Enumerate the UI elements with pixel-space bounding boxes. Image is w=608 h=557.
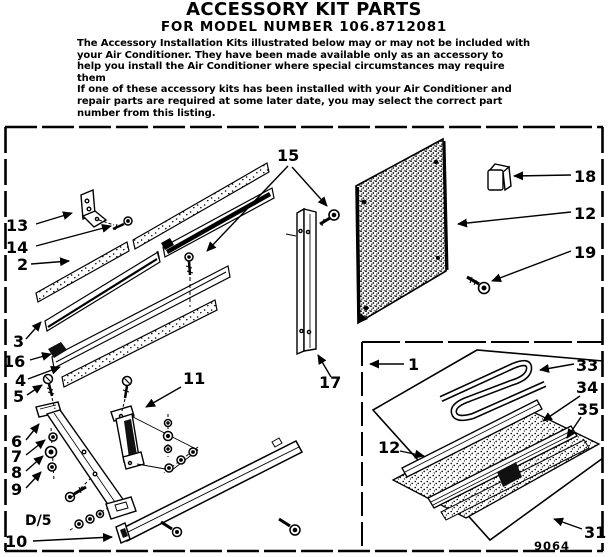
callout-8: 8 xyxy=(11,463,23,482)
lock-bracket xyxy=(111,406,144,469)
callout-18: 18 xyxy=(574,167,597,186)
panel-screw xyxy=(467,277,490,294)
intro-line: your Air Conditioner. They have been made available only as an accessory to xyxy=(77,49,504,61)
callout-33: 33 xyxy=(576,356,599,375)
bottom-bar xyxy=(116,438,302,543)
foot-washers xyxy=(70,508,108,530)
callout-7: 7 xyxy=(11,447,23,466)
nut-washer-stack xyxy=(46,428,58,481)
page-title: ACCESSORY KIT PARTS xyxy=(186,0,422,20)
intro-line: them xyxy=(77,72,106,84)
callout-11: 11 xyxy=(183,369,206,388)
bracket-screw xyxy=(113,217,132,230)
callout-14: 14 xyxy=(6,238,29,257)
intro-line: help you install the Air Conditioner where special circumstances may require xyxy=(77,61,505,73)
angle-bracket xyxy=(81,190,114,227)
callout-5: 5 xyxy=(13,387,25,406)
callout-10: 10 xyxy=(5,532,28,551)
carriage-bolt xyxy=(66,477,93,502)
callout-35: 35 xyxy=(577,400,600,419)
vertical-angle-bar xyxy=(286,209,316,354)
curtain-rail-top xyxy=(36,163,269,302)
seal-panel xyxy=(356,139,448,323)
callout-17: 17 xyxy=(319,373,342,392)
callout-13: 13 xyxy=(6,216,29,235)
intro-line: repair parts are required at some later date, you may select the correct part xyxy=(77,95,503,107)
callout-19: 19 xyxy=(574,243,597,262)
bar-screw xyxy=(320,210,339,226)
callout-31: 31 xyxy=(584,523,607,542)
callout-16: 16 xyxy=(3,352,26,371)
figure-code: 9064 xyxy=(534,539,571,553)
view-label: D/5 xyxy=(25,513,52,529)
callout-15: 15 xyxy=(277,146,300,165)
foam-block xyxy=(488,164,511,190)
callout-12-inset: 12 xyxy=(378,438,401,457)
intro-line: If one of these accessory kits has been installed with your Air Conditioner and xyxy=(77,84,512,96)
callout-3: 3 xyxy=(13,332,25,351)
callout-2: 2 xyxy=(17,255,29,274)
callout-9: 9 xyxy=(11,480,23,499)
model-number-subtitle: FOR MODEL NUMBER 106.8712081 xyxy=(160,19,448,35)
intro-line: number from this listing. xyxy=(77,107,216,119)
callout-6: 6 xyxy=(11,432,23,451)
intro-line: The Accessory Installation Kits illustrated below may or may not be included with xyxy=(77,38,530,49)
callout-34: 34 xyxy=(576,378,599,397)
callout-1: 1 xyxy=(408,355,420,374)
callout-12: 12 xyxy=(574,204,597,223)
callout-4: 4 xyxy=(15,371,27,390)
